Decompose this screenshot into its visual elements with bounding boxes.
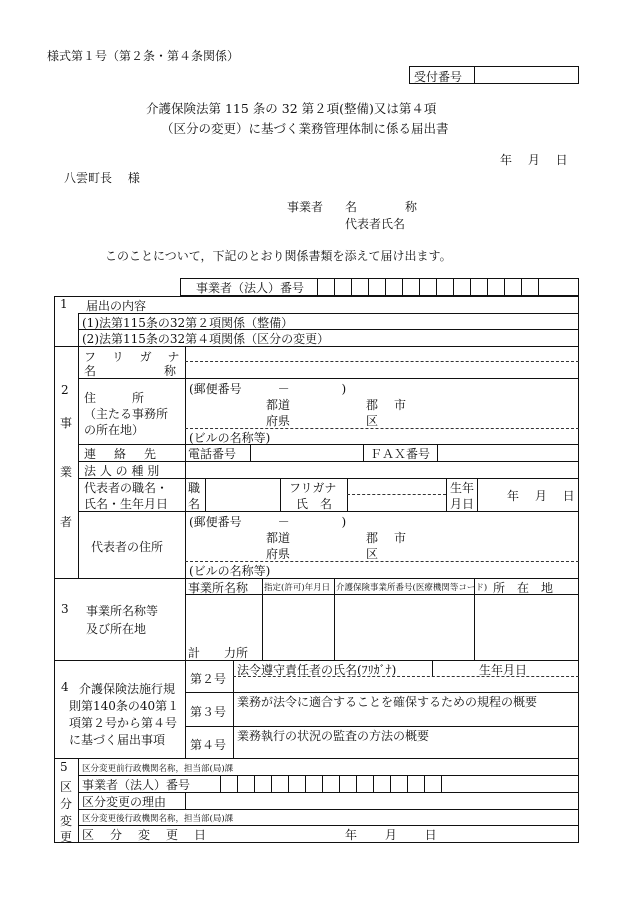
section-1-option-2[interactable]: (2)法第115条の32第４項関係（区分の変更） <box>82 332 330 346</box>
rep-fuken-label: 府県 <box>266 547 291 561</box>
form-number: 様式第１号（第２条・第４条関係） <box>47 49 240 63</box>
office-name-field[interactable] <box>187 596 260 636</box>
shoku-label: 職 <box>188 481 201 495</box>
address-label-1: 住 所 <box>84 391 145 405</box>
change-reason-field[interactable] <box>187 793 577 808</box>
rep-furigana-field[interactable] <box>349 479 444 493</box>
item-3-text: 業務が法令に適合することを確保するための規程の概要 <box>237 695 538 709</box>
section-5-business-number-field[interactable] <box>222 776 440 791</box>
rep-position-field[interactable] <box>207 479 278 510</box>
office-number-field[interactable] <box>336 596 472 658</box>
submission-date: 年 月 日 <box>500 153 568 167</box>
item-3-field[interactable] <box>235 709 577 724</box>
applicant-name-label: 名 称 <box>345 200 418 214</box>
section-5-vertical-3: 分 <box>60 797 73 811</box>
rep-address-label: 代表者の住所 <box>91 540 164 554</box>
office-number-header: 介護保険事業所番号(医療機関等コード) <box>336 583 488 593</box>
furigana-field[interactable] <box>187 347 577 360</box>
item-2-birth-label: 生年月日 <box>479 663 528 677</box>
fuken-label: 府県 <box>266 414 291 428</box>
building-label: (ビルの名称等) <box>189 431 271 445</box>
furigana-label: フ リ ガ ナ <box>84 350 186 364</box>
section-4-label-2: 則第140条の40第１ <box>69 699 180 713</box>
gun-label: 郡 <box>366 398 379 412</box>
item-4-label: 第４号 <box>190 738 227 752</box>
rep-todo-label: 都道 <box>266 531 291 545</box>
item-4-text: 業務執行の状況の監査の方法の概要 <box>237 729 430 743</box>
todo-label: 都道 <box>266 398 291 412</box>
change-reason-label: 区分変更の理由 <box>82 795 167 809</box>
item-3-label: 第３号 <box>190 705 227 719</box>
shi-label: 市 <box>394 398 407 412</box>
ku-label: 区 <box>366 414 379 428</box>
mei-label: 名 <box>188 497 201 511</box>
rep-birth-ymd[interactable]: 年 月 日 <box>507 489 575 503</box>
section-5-vertical-2: 区 <box>60 780 73 794</box>
birth-label-2: 月日 <box>450 497 475 511</box>
section-3-label-1: 事業所名称等 <box>86 604 159 618</box>
office-total-label: 計 力所 <box>188 646 249 660</box>
designation-date-field[interactable] <box>264 596 332 658</box>
change-date-ymd[interactable]: 年 月 日 <box>345 828 437 842</box>
location-header: 所 在 地 <box>493 581 554 595</box>
item-2-label: 第２号 <box>190 672 227 686</box>
phone-label: 電話番号 <box>188 447 237 461</box>
birth-label-1: 生年 <box>450 481 475 495</box>
section-4-label-1: 介護保険法施行規 <box>79 682 176 696</box>
rep-title-label-1: 代表者の職名・ <box>84 481 169 495</box>
rep-name-field[interactable] <box>349 496 444 510</box>
section-5-vertical-4: 変 <box>60 814 73 828</box>
section-3-number: 3 <box>61 602 69 616</box>
section-1-option-1[interactable]: (1)法第115条の32第２項関係（整備） <box>82 316 294 330</box>
section-1-number: 1 <box>60 297 68 311</box>
address-label-3: の所在地） <box>84 423 145 437</box>
rep-ku-label: 区 <box>366 547 379 561</box>
office-name-header: 事業所名称 <box>188 581 249 595</box>
business-number-label: 事業者（法人）番号 <box>196 281 305 295</box>
item-2-text: 法令遵守責任者の氏名(ﾌﾘｶﾞﾅ) <box>237 663 397 677</box>
rep-gun-label: 郡 <box>366 531 379 545</box>
section-4-label-4: に基づく届出事項 <box>69 733 166 747</box>
section-5-vertical-5: 更 <box>60 830 73 844</box>
receipt-number-label: 受付番号 <box>414 70 463 84</box>
address-label-2: （主たる事務所 <box>84 407 169 421</box>
designation-date-header: 指定(許可)年月日 <box>264 583 331 593</box>
change-date-label: 区 分 変 更 日 <box>82 828 209 842</box>
intro-text: このことについて，下記のとおり関係書類を添えて届け出ます。 <box>105 249 452 263</box>
receipt-number-field[interactable] <box>476 67 578 83</box>
phone-field[interactable] <box>252 445 362 460</box>
rep-furigana-label: フリガナ <box>289 481 337 495</box>
postal-code-label: (郵便番号 － ) <box>189 382 347 396</box>
fax-label: ＦＡＸ番号 <box>370 447 431 461</box>
fax-field[interactable] <box>439 445 577 460</box>
name-field[interactable] <box>187 362 577 377</box>
section-3-label-2: 及び所在地 <box>86 622 147 636</box>
prev-agency-label: 区分変更前行政機関名称，担当部(局)課 <box>82 764 234 774</box>
section-2-vertical-3: 者 <box>60 515 73 529</box>
item-2-field[interactable] <box>235 678 577 690</box>
section-4-number: 4 <box>61 680 69 694</box>
representative-name-label: 代表者氏名 <box>345 217 406 231</box>
title-line-2: （区分の変更）に基づく業務管理体制に係る届出書 <box>161 121 449 136</box>
section-2-vertical-2: 業 <box>60 465 73 479</box>
applicant-label: 事業者 <box>287 200 324 214</box>
addressee: 八雲町長 様 <box>64 171 140 185</box>
next-agency-label: 区分変更後行政機関名称，担当部(局)課 <box>82 814 234 824</box>
title-line-1: 介護保険法第 115 条の 32 第２項(整備)又は第４項 <box>146 101 437 116</box>
section-4-label-3: 項第２号から第４号 <box>69 716 178 730</box>
prev-agency-field[interactable] <box>290 760 577 774</box>
rep-title-label-2: 氏名・生年月日 <box>84 497 169 511</box>
rep-name-label: 氏 名 <box>296 497 333 511</box>
corp-type-field[interactable] <box>187 462 577 477</box>
name-label: 名 称 <box>84 364 185 378</box>
section-2-vertical-1: 事 <box>60 416 73 430</box>
next-agency-field[interactable] <box>290 810 577 824</box>
contact-label: 連 絡 先 <box>84 447 160 461</box>
section-5-vertical-1: 5 <box>60 760 68 774</box>
section-1-label: 届出の内容 <box>86 299 147 313</box>
corp-type-label: 法 人 の 種 別 <box>84 464 160 478</box>
section-5-business-number-label: 事業者（法人）番号 <box>82 778 191 792</box>
rep-shi-label: 市 <box>394 531 407 545</box>
rep-building-label: (ビルの名称等) <box>189 564 271 578</box>
location-field[interactable] <box>476 596 577 658</box>
rep-postal-code-label: (郵便番号 － ) <box>189 515 347 529</box>
section-2-number: 2 <box>61 383 69 397</box>
item-4-field[interactable] <box>235 743 577 757</box>
